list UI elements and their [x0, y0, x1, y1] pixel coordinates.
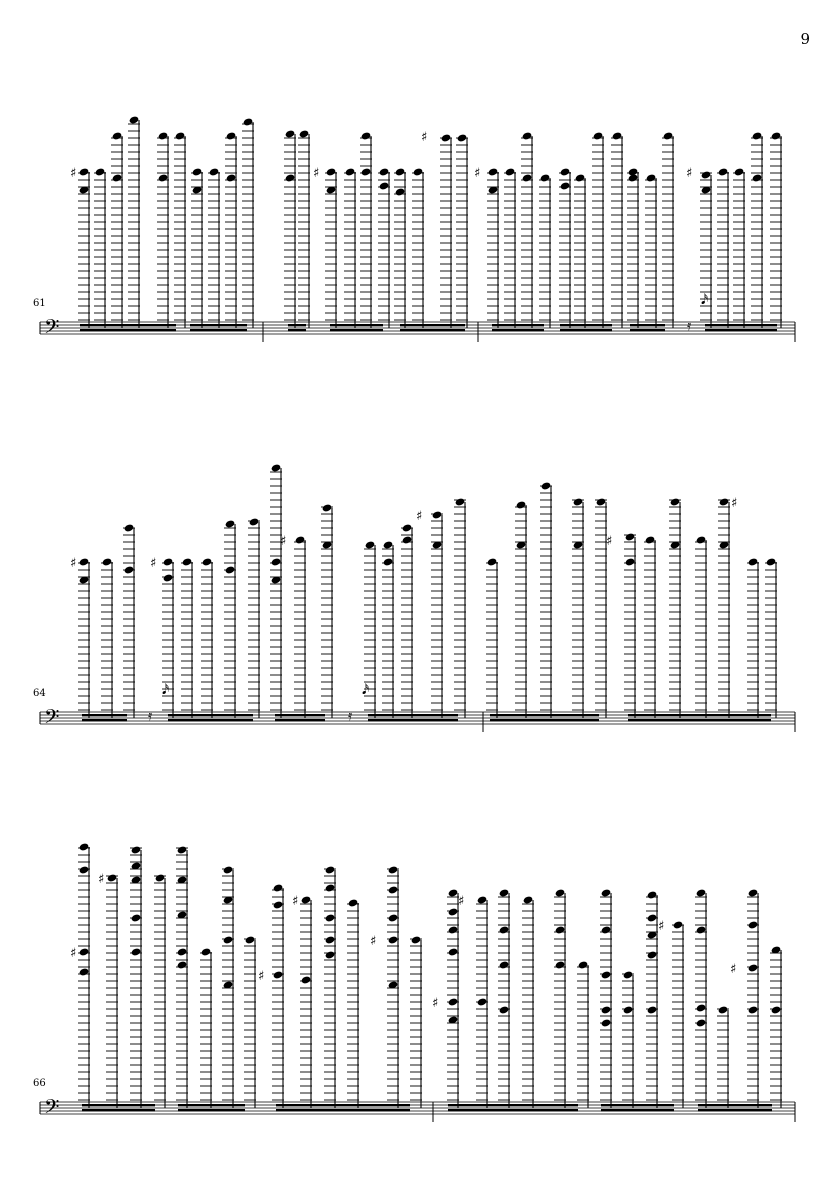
sharp-icon: ♯ [606, 534, 613, 549]
sharp-icon: ♯ [70, 556, 77, 571]
note-head [623, 970, 634, 979]
note-head [696, 1018, 707, 1027]
beam [190, 329, 247, 331]
note-head [79, 557, 90, 566]
note-head [155, 873, 166, 882]
note-head [696, 925, 707, 934]
note-head [177, 947, 188, 956]
beam [448, 1104, 578, 1106]
note-head [432, 510, 443, 519]
measure-number-64: 64 [33, 688, 46, 699]
sharp-icon: ♯ [70, 946, 77, 961]
note-head [79, 967, 90, 976]
note-head [325, 935, 336, 944]
beam [330, 329, 383, 331]
note-head [734, 167, 745, 176]
note-head [124, 523, 135, 532]
note-head [223, 865, 234, 874]
note-head [325, 883, 336, 892]
note-head [226, 131, 237, 140]
note-head [477, 895, 488, 904]
note-head [365, 540, 376, 549]
note-head [601, 1018, 612, 1027]
bass-clef-icon: 𝄢 [44, 315, 60, 343]
note-head [555, 925, 566, 934]
note-head [158, 173, 169, 182]
note-head [748, 963, 759, 972]
note-head [601, 970, 612, 979]
note-head [345, 167, 356, 176]
beam [368, 719, 458, 721]
note-head [647, 950, 658, 959]
note-head [295, 535, 306, 544]
note-head [383, 557, 394, 566]
note-head [388, 913, 399, 922]
note-head [243, 117, 254, 126]
note-head [499, 888, 510, 897]
note-head [201, 947, 212, 956]
note-head [647, 1005, 658, 1014]
note-head [448, 888, 459, 897]
note-head [271, 463, 282, 472]
bass-clef-icon: 𝄢 [44, 1095, 60, 1123]
note-head [555, 888, 566, 897]
note-head [670, 497, 681, 506]
beam [82, 719, 127, 721]
note-head [79, 167, 90, 176]
note-head [79, 865, 90, 874]
note-head [748, 920, 759, 929]
beam [492, 324, 544, 326]
note-head [719, 497, 730, 506]
sharp-icon: ♯ [98, 872, 105, 887]
beam [698, 1109, 772, 1111]
note-head [457, 133, 468, 142]
note-head [748, 1005, 759, 1014]
beam [82, 1109, 155, 1111]
note-head [560, 181, 571, 190]
note-head [596, 497, 607, 506]
note-head [771, 131, 782, 140]
note-head [696, 888, 707, 897]
beam [80, 324, 176, 326]
beam [368, 714, 458, 716]
sharp-icon: ♯ [474, 166, 481, 181]
beam [705, 324, 777, 326]
beam [168, 714, 253, 716]
sharp-icon: ♯ [416, 509, 423, 524]
beam [288, 324, 306, 326]
beam [276, 1109, 410, 1111]
note-head [249, 517, 260, 526]
sharp-icon: ♯ [70, 166, 77, 181]
note-head [718, 167, 729, 176]
note-head [395, 187, 406, 196]
note-head [163, 573, 174, 582]
note-head [379, 181, 390, 190]
note-head [663, 131, 674, 140]
beam [276, 1104, 410, 1106]
note-head [301, 895, 312, 904]
note-head [177, 960, 188, 969]
beam [630, 324, 665, 326]
note-head [701, 170, 712, 179]
beam [448, 1109, 578, 1111]
note-head [625, 557, 636, 566]
note-head [601, 925, 612, 934]
note-head [645, 535, 656, 544]
beam [698, 1104, 772, 1106]
note-head [388, 935, 399, 944]
beam [190, 324, 247, 326]
note-head [131, 845, 142, 854]
note-head [696, 535, 707, 544]
beam [330, 324, 383, 326]
note-head [573, 497, 584, 506]
note-head [112, 131, 123, 140]
note-head [131, 913, 142, 922]
note-head [273, 900, 284, 909]
sixteenth-rest-icon: 𝄿 [148, 708, 153, 724]
note-head [107, 873, 118, 882]
note-head [540, 173, 551, 182]
note-head [477, 997, 488, 1006]
note-head [771, 1005, 782, 1014]
note-head [245, 935, 256, 944]
sharp-icon: ♯ [313, 166, 320, 181]
note-head [325, 865, 336, 874]
note-head [95, 167, 106, 176]
note-head [299, 129, 310, 138]
note-head [175, 131, 186, 140]
note-head [79, 842, 90, 851]
note-head [766, 557, 777, 566]
note-head [748, 557, 759, 566]
sharp-icon: ♯ [150, 556, 157, 571]
note-head [192, 167, 203, 176]
note-head [612, 131, 623, 140]
sharp-icon: ♯ [658, 919, 665, 934]
sharp-icon: ♯ [421, 130, 428, 145]
note-head [623, 1005, 634, 1014]
note-head [560, 167, 571, 176]
note-head [523, 895, 534, 904]
grace-stem-flag-icon: 𝅘𝅥𝅯 [362, 682, 370, 698]
beam [275, 719, 325, 721]
beam [628, 714, 771, 716]
note-head [325, 913, 336, 922]
note-head [448, 925, 459, 934]
note-head [124, 565, 135, 574]
note-head [455, 497, 466, 506]
note-head [361, 131, 372, 140]
sharp-icon: ♯ [731, 496, 738, 511]
page-number: 9 [800, 30, 810, 48]
beam [560, 324, 612, 326]
note-head [487, 557, 498, 566]
note-head [413, 167, 424, 176]
sharp-icon: ♯ [258, 969, 265, 984]
note-head [522, 131, 533, 140]
note-head [379, 167, 390, 176]
note-head [505, 167, 516, 176]
note-head [555, 960, 566, 969]
note-head [499, 1005, 510, 1014]
measure-number-66: 66 [33, 1078, 46, 1089]
note-head [102, 557, 113, 566]
note-head [348, 898, 359, 907]
sharp-icon: ♯ [432, 996, 439, 1011]
note-head [223, 935, 234, 944]
note-head [601, 888, 612, 897]
beam [400, 329, 465, 331]
note-head [752, 173, 763, 182]
sixteenth-rest-icon: 𝄿 [348, 708, 353, 724]
sixteenth-rest-icon: 𝄿 [687, 318, 692, 334]
note-head [628, 173, 639, 182]
beam [630, 329, 665, 331]
note-head [625, 532, 636, 541]
note-head [575, 173, 586, 182]
note-head [673, 920, 684, 929]
note-head [225, 565, 236, 574]
note-head [748, 888, 759, 897]
note-head [522, 173, 533, 182]
note-head [395, 167, 406, 176]
note-head [448, 907, 459, 916]
beam [400, 324, 465, 326]
sharp-icon: ♯ [292, 894, 299, 909]
note-head [488, 167, 499, 176]
measure-number-61: 61 [33, 298, 46, 309]
note-head [322, 503, 333, 512]
note-head [112, 173, 123, 182]
note-head [285, 173, 296, 182]
note-head [285, 129, 296, 138]
note-head [601, 1005, 612, 1014]
note-head [541, 481, 552, 490]
beam [82, 1104, 155, 1106]
note-head [578, 960, 589, 969]
note-head [752, 131, 763, 140]
beam [601, 1104, 674, 1106]
note-head [225, 519, 236, 528]
grace-stem-flag-icon: 𝅘𝅥𝅯 [162, 682, 170, 698]
beam [560, 329, 612, 331]
beam [178, 1109, 245, 1111]
note-head [326, 167, 337, 176]
note-head [499, 960, 510, 969]
beam [628, 719, 771, 721]
sharp-icon: ♯ [280, 534, 287, 549]
grace-stem-flag-icon: 𝅘𝅥𝅯 [701, 292, 709, 308]
note-head [402, 523, 413, 532]
note-head [388, 885, 399, 894]
beam [490, 714, 599, 716]
beam [80, 329, 176, 331]
note-head [273, 883, 284, 892]
note-head [647, 890, 658, 899]
note-head [209, 167, 220, 176]
note-head [647, 913, 658, 922]
note-head [325, 950, 336, 959]
beam [705, 329, 777, 331]
note-head [383, 540, 394, 549]
note-head [411, 935, 422, 944]
note-head [388, 865, 399, 874]
note-head [273, 970, 284, 979]
note-head [202, 557, 213, 566]
beam [490, 719, 599, 721]
sharp-icon: ♯ [730, 962, 737, 977]
note-head [226, 173, 237, 182]
beam [492, 329, 544, 331]
note-head [131, 947, 142, 956]
note-head [448, 997, 459, 1006]
note-head [301, 975, 312, 984]
beam [275, 714, 325, 716]
note-head [402, 535, 413, 544]
note-head [271, 557, 282, 566]
note-head [361, 167, 372, 176]
note-head [448, 947, 459, 956]
note-head [718, 1005, 729, 1014]
note-head [646, 173, 657, 182]
note-head [441, 133, 452, 142]
note-head [516, 500, 527, 509]
sharp-icon: ♯ [458, 894, 465, 909]
note-head [129, 115, 140, 124]
note-head [79, 947, 90, 956]
note-head [163, 557, 174, 566]
sharp-icon: ♯ [686, 166, 693, 181]
sharp-icon: ♯ [370, 934, 377, 949]
beam [601, 1109, 674, 1111]
beam [168, 719, 253, 721]
beam [178, 1104, 245, 1106]
note-head [696, 1003, 707, 1012]
note-head [177, 845, 188, 854]
beam [288, 329, 306, 331]
bass-clef-icon: 𝄢 [44, 705, 60, 733]
note-head [158, 131, 169, 140]
note-head [182, 557, 193, 566]
note-head [499, 925, 510, 934]
beam [82, 714, 127, 716]
note-head [593, 131, 604, 140]
